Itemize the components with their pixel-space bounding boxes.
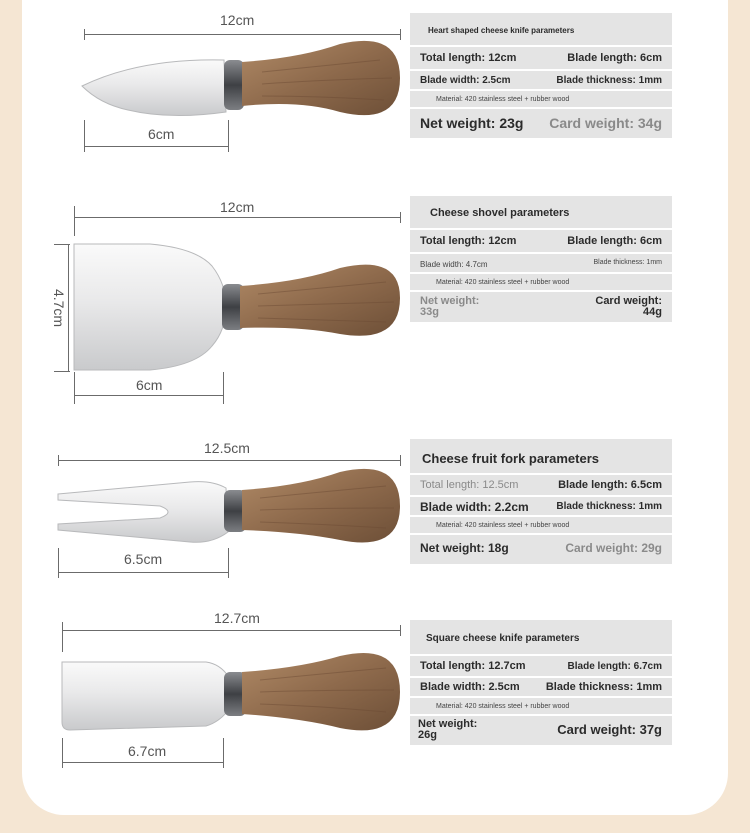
spec-card-weight-value: 44g	[643, 306, 662, 318]
spec-net-weight: Net weight: 23g	[420, 115, 524, 131]
spec-total-length: Total length: 12.5cm	[420, 479, 519, 491]
spec-material: Material: 420 stainless steel + rubber wood	[436, 279, 570, 286]
spec-blade-width: Blade width: 2.5cm	[420, 681, 520, 693]
spec-blade-length: Blade length: 6cm	[567, 235, 662, 247]
spec-blade-thickness: Blade thickness: 1mm	[556, 501, 662, 512]
spec-material: Material: 420 stainless steel + rubber wood	[436, 522, 570, 529]
spec-blade-width: Blade width: 2.2cm	[420, 500, 529, 514]
blade-height-label: 4.7cm	[51, 288, 68, 328]
spec-title: Square cheese knife parameters	[426, 633, 580, 644]
spec-net-weight: Net weight: 18g	[420, 541, 509, 555]
spec-card-weight: Card weight: 29g	[565, 541, 662, 555]
spec-material: Material: 420 stainless steel + rubber wood	[436, 703, 570, 710]
spec-blade-length: Blade length: 6cm	[567, 52, 662, 64]
total-length-label: 12cm	[220, 199, 255, 215]
spec-net-weight-value: 33g	[420, 306, 439, 318]
heart-knife-spec-table	[410, 13, 672, 138]
cheese-fork-spec-table	[410, 439, 672, 564]
spec-total-length: Total length: 12cm	[420, 235, 517, 247]
blade-length-label: 6.5cm	[124, 551, 163, 567]
total-length-label: 12.7cm	[214, 610, 260, 626]
spec-net-weight-label: Net weight:	[418, 718, 478, 730]
spec-blade-thickness: Blade thickness: 1mm	[593, 259, 662, 266]
spec-net-weight-value: 26g	[418, 729, 437, 741]
spec-blade-thickness: Blade thickness: 1mm	[545, 681, 662, 693]
spec-blade-length: Blade length: 6.7cm	[567, 661, 662, 672]
total-length-label: 12.5cm	[204, 440, 250, 456]
spec-total-length: Total length: 12cm	[420, 52, 517, 64]
square-knife-spec-table	[410, 620, 672, 745]
spec-card-weight: Card weight: 37g	[557, 722, 662, 737]
spec-blade-length: Blade length: 6.5cm	[558, 479, 662, 491]
spec-card-weight: Card weight: 34g	[549, 115, 662, 131]
spec-title: Heart shaped cheese knife parameters	[428, 26, 575, 35]
blade-length-label: 6cm	[148, 126, 175, 142]
total-length-label: 12cm	[220, 12, 255, 28]
spec-blade-width: Blade width: 2.5cm	[420, 75, 511, 86]
spec-blade-thickness: Blade thickness: 1mm	[556, 75, 662, 86]
cheese-shovel-spec-table	[410, 196, 672, 322]
blade-length-label: 6cm	[136, 377, 163, 393]
spec-title: Cheese shovel parameters	[430, 207, 570, 219]
spec-card-weight-label: Card weight:	[595, 295, 662, 307]
blade-length-label: 6.7cm	[128, 743, 167, 759]
spec-title: Cheese fruit fork parameters	[422, 451, 600, 466]
spec-net-weight-label: Net weight:	[420, 295, 480, 307]
spec-material: Material: 420 stainless steel + rubber wood	[436, 96, 570, 103]
spec-total-length: Total length: 12.7cm	[420, 660, 526, 672]
spec-blade-width: Blade width: 4.7cm	[420, 260, 488, 269]
